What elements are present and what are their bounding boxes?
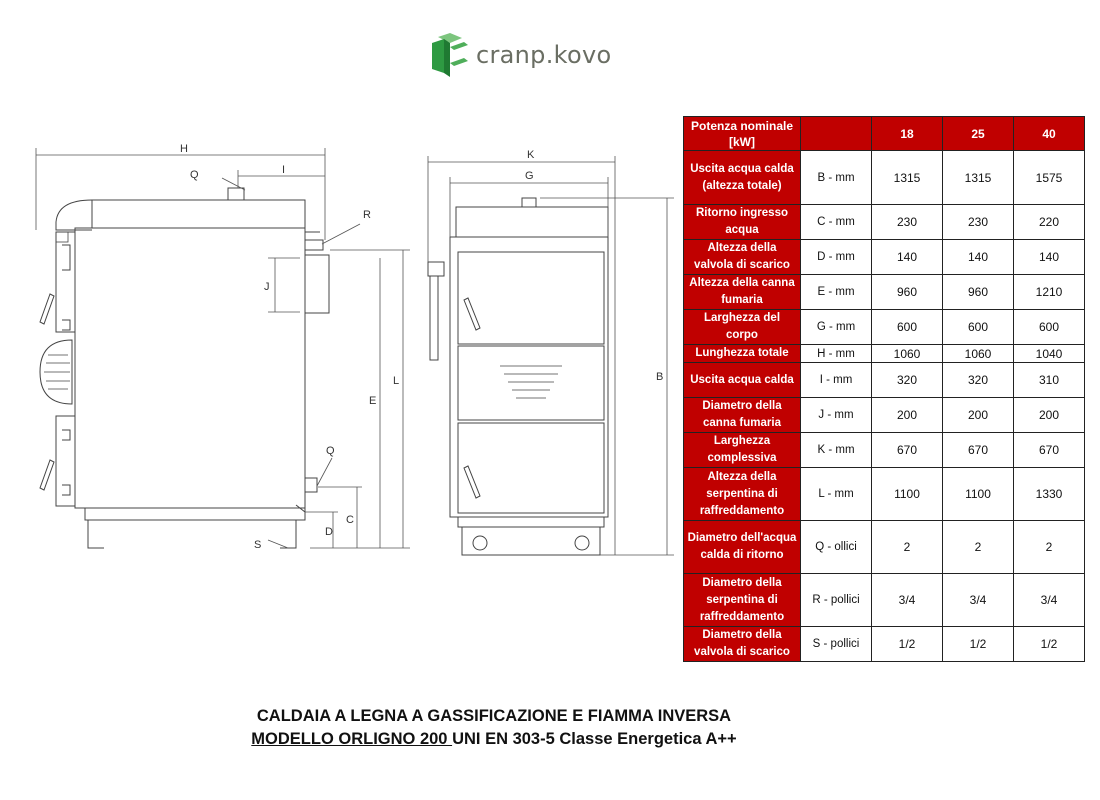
row-param: Larghezza complessiva <box>684 433 801 468</box>
row-value: 1060 <box>943 345 1014 363</box>
side-view <box>36 148 410 548</box>
row-value: 670 <box>1014 433 1085 468</box>
dim-label-g: G <box>525 170 534 182</box>
row-value: 320 <box>872 363 943 398</box>
row-value: 1330 <box>1014 468 1085 521</box>
row-value: 1040 <box>1014 345 1085 363</box>
row-param: Altezza della canna fumaria <box>684 275 801 310</box>
dim-label-i: I <box>282 164 286 176</box>
dim-label-q-top: Q <box>190 169 199 181</box>
table-row <box>684 345 1089 363</box>
row-param: Diametro dell'acqua calda di ritorno <box>684 521 801 574</box>
row-value: 3/4 <box>1014 574 1085 627</box>
row-value: 600 <box>1014 310 1085 345</box>
row-value: 200 <box>1014 398 1085 433</box>
row-value: 1315 <box>943 151 1014 205</box>
dim-label-q-bottom: Q <box>326 445 335 457</box>
dim-label-h: H <box>180 143 188 155</box>
row-value: 960 <box>872 275 943 310</box>
caption-model-line <box>0 728 988 751</box>
row-value: 140 <box>872 240 943 275</box>
row-unit: R - pollici <box>801 574 872 627</box>
row-unit: H - mm <box>801 345 872 363</box>
dim-label-j: J <box>264 281 270 293</box>
table-row <box>684 310 1089 345</box>
row-value: 320 <box>943 363 1014 398</box>
row-param: Larghezza del corpo <box>684 310 801 345</box>
row-value: 230 <box>872 205 943 240</box>
row-unit: S - pollici <box>801 627 872 662</box>
table-row <box>684 433 1089 468</box>
row-value: 600 <box>872 310 943 345</box>
row-value: 1/2 <box>1014 627 1085 662</box>
row-param: Ritorno ingresso acqua <box>684 205 801 240</box>
row-unit: I - mm <box>801 363 872 398</box>
table-row <box>684 205 1089 240</box>
table-row <box>684 151 1089 205</box>
row-value: 1575 <box>1014 151 1085 205</box>
row-value: 1100 <box>872 468 943 521</box>
caption-title: CALDAIA A LEGNA A GASSIFICAZIONE E FIAMMA INVERSA <box>256 707 732 725</box>
row-unit: G - mm <box>801 310 872 345</box>
header-power: Potenza nominale [kW] <box>684 117 801 151</box>
front-view <box>428 156 674 555</box>
dim-label-e: E <box>369 395 377 407</box>
row-param: Altezza della serpentina di raffreddamento <box>684 468 801 521</box>
header-model-25: 25 <box>943 117 1014 151</box>
row-value: 1/2 <box>943 627 1014 662</box>
row-value: 1060 <box>872 345 943 363</box>
row-value: 140 <box>943 240 1014 275</box>
row-param: Diametro della serpentina di raffreddamento <box>684 574 801 627</box>
row-value: 670 <box>872 433 943 468</box>
row-param: Lunghezza totale <box>684 345 801 363</box>
table-row <box>684 398 1089 433</box>
table-row <box>684 363 1089 398</box>
table-row <box>684 521 1089 574</box>
row-value: 220 <box>1014 205 1085 240</box>
table-row <box>684 627 1089 662</box>
brand-logo <box>430 33 611 77</box>
caption-standard: UNI EN 303-5 Classe Energetica A++ <box>452 730 737 748</box>
row-unit: B - mm <box>801 151 872 205</box>
table-row <box>684 574 1089 627</box>
table-header-row <box>684 117 1089 151</box>
row-value: 600 <box>943 310 1014 345</box>
row-value: 2 <box>1014 521 1085 574</box>
dim-label-r: R <box>363 209 371 221</box>
technical-drawing <box>0 120 680 570</box>
row-unit: D - mm <box>801 240 872 275</box>
row-value: 2 <box>872 521 943 574</box>
row-value: 3/4 <box>872 574 943 627</box>
row-value: 310 <box>1014 363 1085 398</box>
row-value: 1315 <box>872 151 943 205</box>
cube-logo-icon <box>430 33 470 77</box>
row-value: 2 <box>943 521 1014 574</box>
brand-name: cranp.kovo <box>476 41 612 69</box>
row-value: 1100 <box>943 468 1014 521</box>
header-unit <box>801 117 872 151</box>
product-caption <box>0 705 988 751</box>
row-param: Altezza della valvola di scarico <box>684 240 801 275</box>
row-value: 230 <box>943 205 1014 240</box>
row-unit: K - mm <box>801 433 872 468</box>
row-param: Uscita acqua calda <box>684 363 801 398</box>
row-param: Diametro della valvola di scarico <box>684 627 801 662</box>
dim-label-c: C <box>346 514 354 526</box>
row-unit: E - mm <box>801 275 872 310</box>
dim-label-b: B <box>656 371 664 383</box>
table-row <box>684 468 1089 521</box>
row-value: 670 <box>943 433 1014 468</box>
table-row <box>684 275 1089 310</box>
row-value: 3/4 <box>943 574 1014 627</box>
dim-label-s: S <box>254 539 262 551</box>
dim-label-l: L <box>393 375 400 387</box>
row-unit: Q - ollici <box>801 521 872 574</box>
row-unit: C - mm <box>801 205 872 240</box>
row-value: 960 <box>943 275 1014 310</box>
dim-label-k: K <box>527 149 535 161</box>
dim-label-d: D <box>325 526 333 538</box>
row-value: 1210 <box>1014 275 1085 310</box>
row-value: 140 <box>1014 240 1085 275</box>
row-param: Diametro della canna fumaria <box>684 398 801 433</box>
row-unit: L - mm <box>801 468 872 521</box>
caption-model: MODELLO ORLIGNO 200 <box>251 730 453 748</box>
table-edge <box>1085 117 1089 151</box>
row-unit: J - mm <box>801 398 872 433</box>
row-param: Uscita acqua calda (altezza totale) <box>684 151 801 205</box>
table-row <box>684 240 1089 275</box>
row-value: 200 <box>872 398 943 433</box>
row-value: 200 <box>943 398 1014 433</box>
spec-table <box>683 116 1088 662</box>
row-value: 1/2 <box>872 627 943 662</box>
header-model-40: 40 <box>1014 117 1085 151</box>
header-model-18: 18 <box>872 117 943 151</box>
